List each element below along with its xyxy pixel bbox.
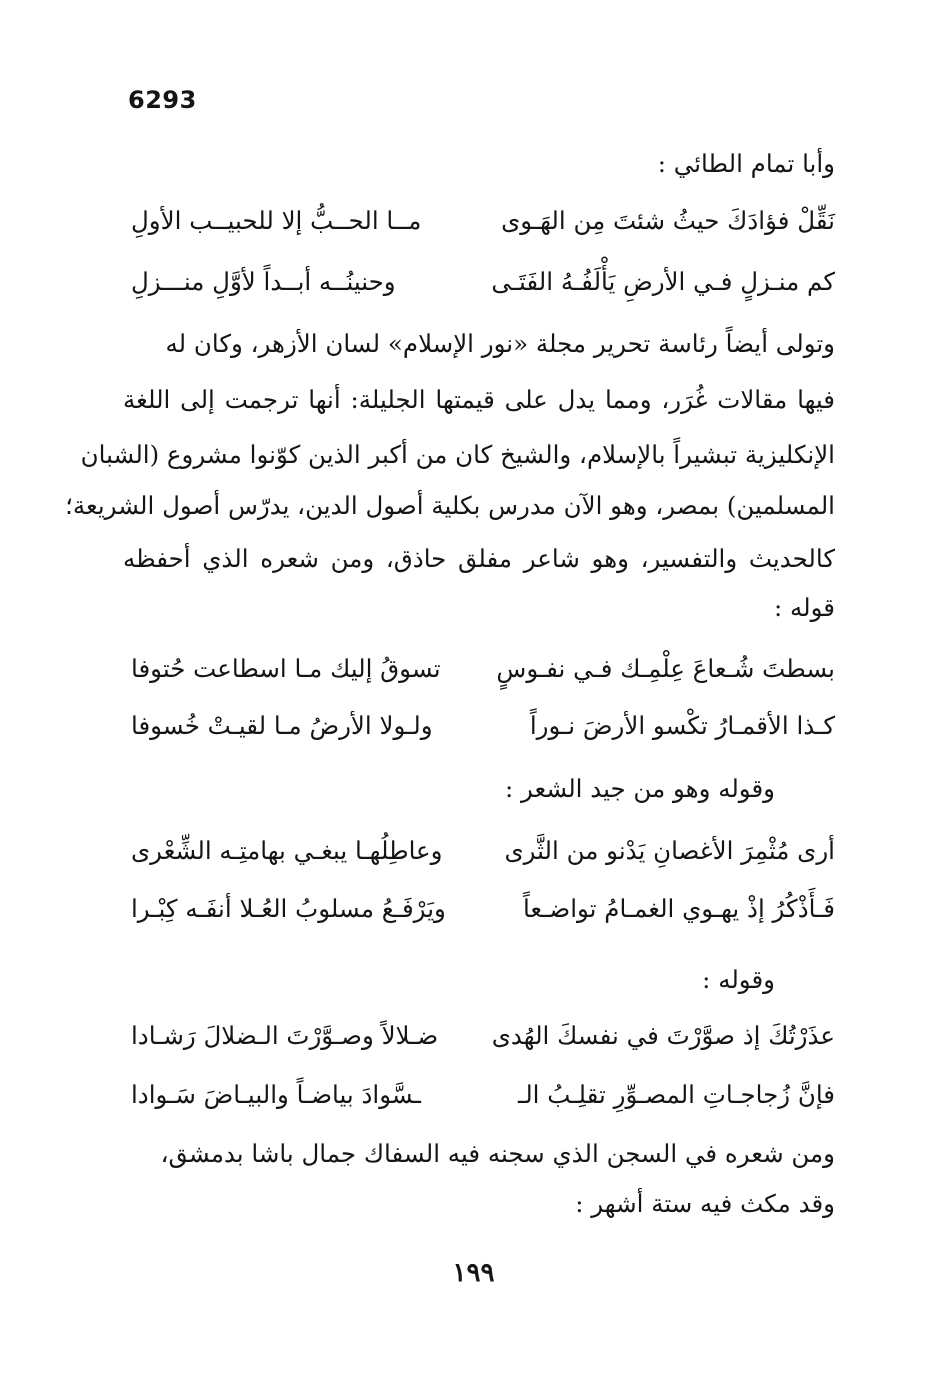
verse-line	[123, 1018, 835, 1054]
verse-first-hemistich: بسطتَ شُـعاعَ عِلْمِـك فـي نفـوسٍ	[496, 654, 835, 683]
verse-second-hemistich: ولـولا الأرضُ مـا لقيـتْ خُسوفا	[131, 711, 433, 740]
verse-line	[123, 833, 835, 869]
verse-second-hemistich: مــا الحــبُّ إلا للحبيــب الأولِ	[131, 206, 422, 235]
verse-first-hemistich: فَـأَذْكُرُ إذْ يهـوي الغمـامُ تواضـعاً	[522, 894, 835, 923]
verse-line	[123, 1077, 835, 1113]
paragraph-line: وقد مكث فيه ستة أشهر :	[575, 1189, 835, 1218]
verse-second-hemistich: ـسَّوادَ بياضـاً والبيـاضَ سَـوادا	[131, 1080, 421, 1109]
page-number: ١٩٩	[452, 1258, 495, 1288]
paragraph-line: المسلمين) بمصر، وهو الآن مدرس بكلية أصول الدين، يدرّس أصول الشريعة؛	[65, 491, 835, 520]
verse-line	[123, 708, 835, 744]
verse-second-hemistich: ضـلالاً وصـوَّرْتَ الـضلالَ رَشـادا	[131, 1021, 439, 1050]
verse-first-hemistich: كـذا الأقمـارُ تكْسو الأرضَ نـوراً	[529, 711, 835, 740]
verse-first-hemistich: أرى مُثْمِرَ الأغصانِ يَدْنو من الثَّرى	[504, 836, 835, 865]
intro-abu-tammam: وأبا تمام الطائي :	[657, 149, 835, 178]
paragraph-line: وتولى أيضاً رئاسة تحرير مجلة «نور الإسلام» لسان الأزهر، وكان له	[165, 329, 835, 358]
paragraph-line: الإنكليزية تبشيراً بالإسلام، والشيخ كان من أكبر الذين كوّنوا مشروع (الشبان	[80, 440, 835, 469]
verse-first-hemistich: عذَرْتُكَ إذ صوَّرْتَ في نفسكَ الهُدى	[491, 1021, 835, 1050]
document-number: 6293	[128, 86, 197, 114]
verse-line	[123, 203, 835, 239]
verse-line	[123, 891, 835, 927]
verse-first-hemistich: نَقِّلْ فؤادَكَ حيثُ شئتَ مِن الهَـوى	[501, 206, 835, 235]
verse-line	[123, 651, 835, 687]
verse-first-hemistich: فإنَّ زُجاجـاتِ المصـوِّرِ تقلِـبُ الـ	[518, 1080, 835, 1109]
verse-second-hemistich: ويَرْفَـعُ مسلوبُ العُـلا أنفَـه كِبْـرا	[131, 894, 446, 923]
verse-second-hemistich: تسوقُ إليك مـا اسطاعت حُتوفا	[131, 654, 441, 683]
paragraph-line: قوله :	[773, 593, 835, 622]
verse-first-hemistich: كم منـزلٍ فـي الأرضِ يَأْلَفُـهُ الفَتَـى	[491, 267, 835, 296]
paragraph-line: ومن شعره في السجن الذي سجنه فيه السفاك جمال باشا بدمشق،	[160, 1139, 835, 1168]
verse-line	[123, 264, 835, 300]
paragraph-line: كالحديث والتفسير، وهو شاعر مفلق حاذق، ومن شعره الذي أحفظه	[123, 544, 835, 573]
verse-second-hemistich: وحنينُــه أبــداً لأوَّلِ منـــزلِ	[131, 267, 396, 296]
intro-line: وقوله :	[702, 965, 775, 994]
verse-second-hemistich: وعاطِلُهـا يبغـي بهامتِـه الشِّعْرى	[131, 836, 443, 865]
intro-line: وقوله وهو من جيد الشعر :	[504, 774, 775, 803]
paragraph-line: فيها مقالات غُرَر، ومما يدل على قيمتها الجليلة: أنها ترجمت إلى اللغة	[123, 385, 835, 414]
